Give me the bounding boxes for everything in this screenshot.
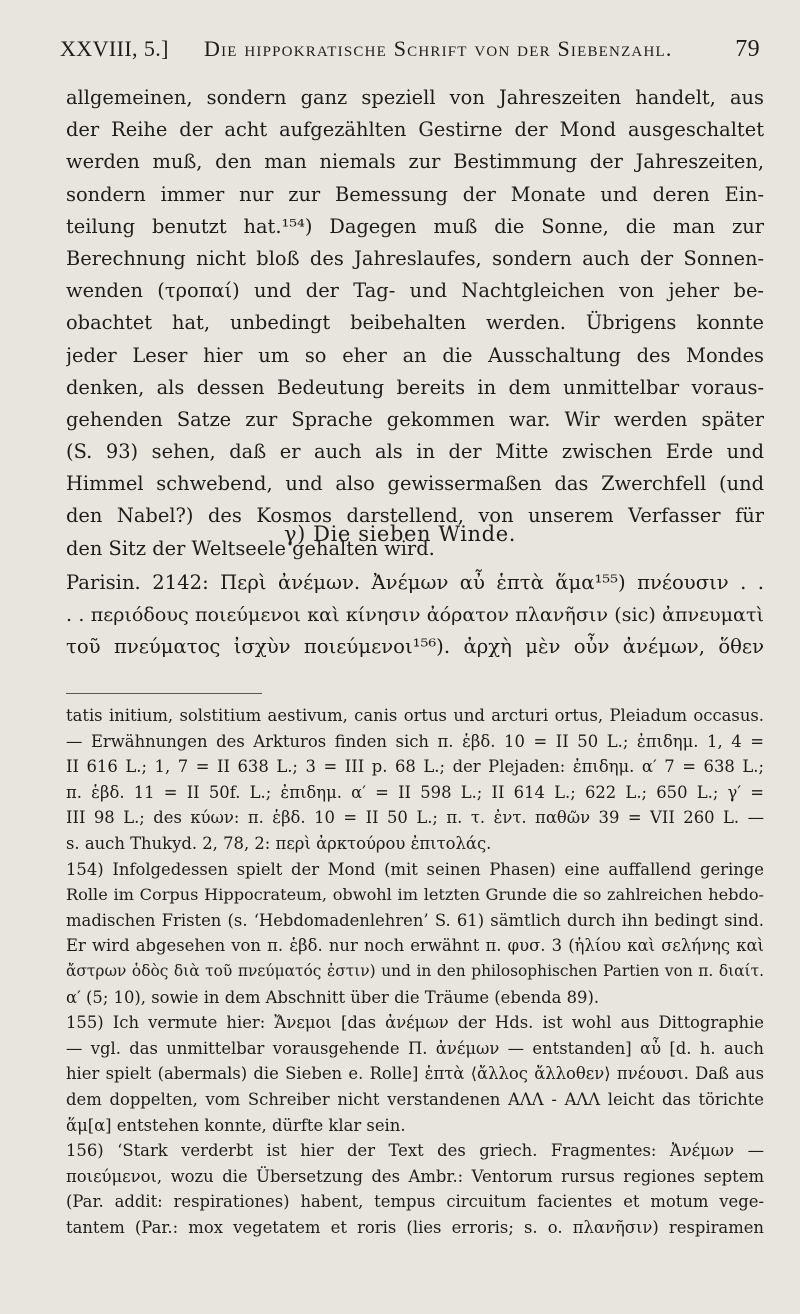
footnote-line: (Par. addit: respirationes) habent, tempus circuitum facientes et motum vege- <box>66 1192 764 1212</box>
footnote-line: tantem (Par.: mox vegetatem et roris (lies erroris; s. o. πλανῆσιν) respiramen <box>66 1217 764 1237</box>
footnote-line: π. ἑβδ. 11 = II 50f. L.; ἐπιδημ. α′ = II 598 L.; II 614 L.; 622 L.; 650 L.; γ′ = <box>66 782 764 802</box>
footnote-line: ποιεύμενοι, wozu die Übersetzung des Ambr.: Ventorum rursus regiones septem <box>66 1166 764 1186</box>
footnote-line: madischen Fristen (s. ‘Hebdomadenlehren’ S. 61) sämtlich durch ihn bedingt sind. <box>66 910 764 930</box>
footnote-line: Er wird abgesehen von π. ἑβδ. nur noch erwähnt π. φυσ. 3 (ἡλίου καὶ σελήνης καὶ <box>66 936 764 956</box>
footnote-line: Rolle im Corpus Hippocrateum, obwohl im letzten Grunde die so zahlreichen hebdo- <box>66 885 764 905</box>
greek-line: τοῦ πνεύματος ἰσχὺν ποιεύμενοι¹⁵⁶). ἀρχὴ μὲν οὖν ἀνέμων, ὅθεν <box>66 635 764 658</box>
page-number: 79 <box>735 36 760 62</box>
text-line: sondern immer nur zur Bemessung der Monate und deren Ein- <box>66 182 764 206</box>
greek-line: . . περιόδους ποιεύμενοι καὶ κίνησιν ἀόρατον πλανῆσιν (sic) ἀπνευματὶ <box>66 603 764 626</box>
greek-fragment <box>66 567 764 663</box>
text-line: allgemeinen, sondern ganz speziell von Jahreszeiten handelt, aus <box>66 86 764 109</box>
footnote-line: 156) ‘Stark verderbt ist hier der Text des griech. Fragmentes: Ἀνέμων — <box>66 1141 764 1161</box>
footnote-line: hier spielt (abermals) die Sieben e. Rolle] ἑπτὰ ⟨ἄλλος ἄλλοθεν⟩ πνέουσι. Daß aus <box>66 1064 764 1084</box>
text-line: jeder Leser hier um so eher an die Ausschaltung des Mondes <box>66 343 764 367</box>
footnote-line: III 98 L.; des κύων: π. ἑβδ. 10 = II 50 L.; π. τ. ἐντ. παθῶν 39 = VII 260 L. — <box>66 808 764 828</box>
footnote-line: s. auch Thukyd. 2, 78, 2: περὶ ἀρκτούρου ἐπιτολάς. <box>66 833 492 853</box>
footnote-line: — vgl. das unmittelbar vorausgehende Π. ἀνέμων — entstanden] αὖ [d. h. auch <box>66 1038 764 1058</box>
text-line: wenden (τροπαί) und der Tag- und Nachtgleichen von jeher be- <box>66 279 764 303</box>
footnote-line: tatis initium, solstitium aestivum, canis ortus und arcturi ortus, Pleiadum occasus. <box>66 706 764 725</box>
text-line: denken, als dessen Bedeutung bereits in dem unmittelbar voraus- <box>66 375 764 399</box>
footnotes <box>66 703 764 1240</box>
text-line: (S. 93) sehen, daß er auch als in der Mitte zwischen Erde und <box>66 440 764 464</box>
footnote-line: — Erwähnungen des Arkturos finden sich π. ἑβδ. 10 = II 50 L.; ἐπιδημ. 1, 4 = <box>66 731 764 751</box>
section-reference: XXVIII, 5.] <box>60 36 169 61</box>
footnote-line: α′ (5; 10), sowie in dem Abschnitt über die Träume (ebenda 89). <box>66 987 600 1007</box>
text-line: den Sitz der Weltseele gehalten wird. <box>66 536 435 560</box>
footnote-line: 154) Infolgedessen spielt der Mond (mit seinen Phasen) eine auffallend geringe <box>66 859 764 879</box>
text-line: den Nabel?) des Kosmos darstellend, von unserem Verfasser für <box>66 504 764 528</box>
text-line: der Reihe der acht aufgezählten Gestirne der Mond ausgeschaltet <box>66 118 764 142</box>
running-title: Die hippokratische Schrift von der Siebenzahl. <box>204 36 673 61</box>
footnote-line: II 616 L.; 1, 7 = II 638 L.; 3 = III p. 68 L.; der Plejaden: ἐπιδημ. α′ 7 = 638 L.; <box>66 757 764 777</box>
running-header <box>60 36 760 70</box>
main-text <box>66 82 764 565</box>
footnote-line: ἅμ[α] entstehen konnte, dürfte klar sein. <box>66 1115 406 1135</box>
footnote-line: 155) Ich vermute hier: Ἄνεμοι [das ἀνέμων der Hds. ist wohl aus Dittographie <box>66 1013 764 1033</box>
text-line: gehenden Satze zur Sprache gekommen war. Wir werden später <box>66 407 764 431</box>
text-line: teilung benutzt hat.¹⁵⁴) Dagegen muß die Sonne, die man zur <box>66 214 764 238</box>
text-line: Berechnung nicht bloß des Jahreslaufes, sondern auch der Sonnen- <box>66 246 764 270</box>
section-heading: γ) Die sieben Winde. <box>283 522 517 546</box>
footnote-line: ἄστρων ὁδὸς διὰ τοῦ πνεύματός ἐστιν) und in den philosophischen Partien von π. διαίτ. <box>66 961 764 980</box>
footnote-line: dem doppelten, vom Schreiber nicht verstandenen ΑΛΛ - ΑΛΛ leicht das törichte <box>66 1089 764 1109</box>
text-line: werden muß, den man niemals zur Bestimmung der Jahreszeiten, <box>66 150 764 174</box>
text-line: obachtet hat, unbedingt beibehalten werden. Übrigens konnte <box>66 311 764 335</box>
footnote-divider <box>66 693 262 694</box>
greek-line: Parisin. 2142: Περὶ ἀνέμων. Ἀνέμων αὖ ἑπτὰ ἅμα¹⁵⁵) πνέουσιν . . <box>66 571 764 594</box>
text-line: Himmel schwebend, und also gewissermaßen das Zwerchfell (und <box>66 472 764 496</box>
